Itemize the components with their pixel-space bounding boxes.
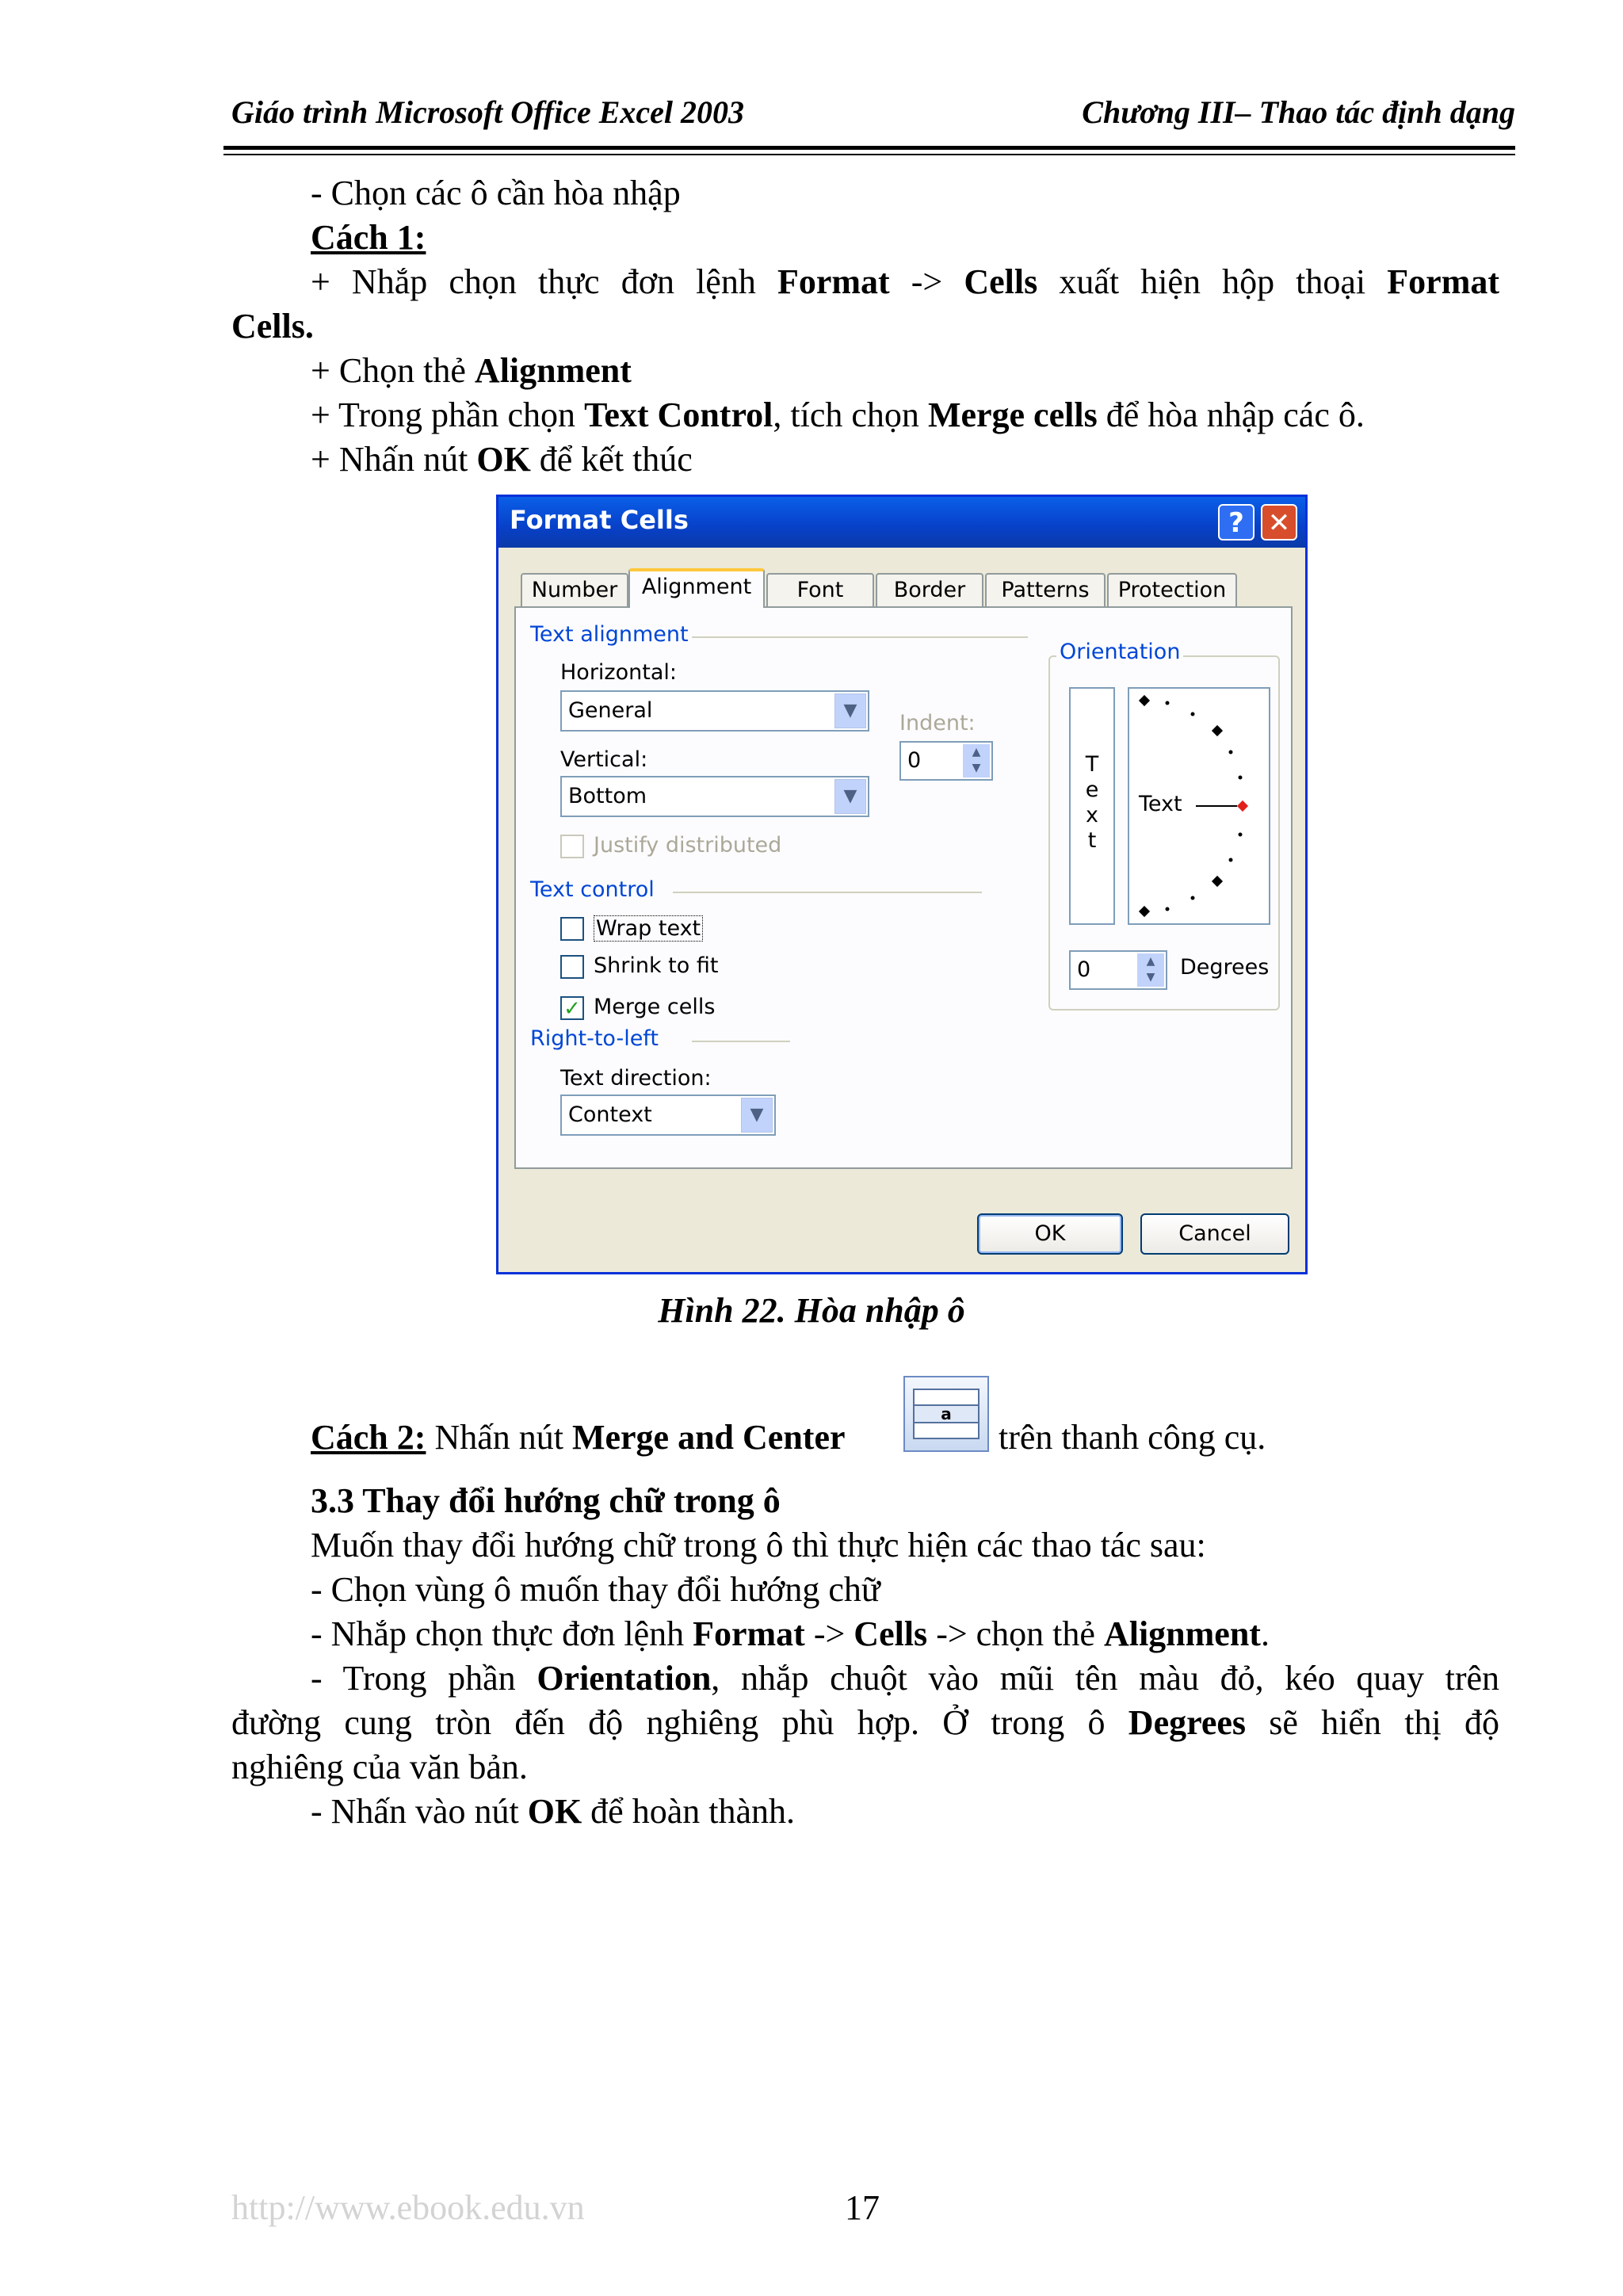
step-select-range: - Chọn vùng ô muốn thay đổi hướng chữ [311,1570,880,1609]
tab-border[interactable]: Border [876,573,983,606]
method-2-line [311,1415,846,1459]
step-open-format-cells [311,1612,1270,1656]
bold-run: Cells. [231,307,314,346]
instruction-merge-cells [311,393,1365,437]
text-run: để hoàn thành. [582,1792,795,1831]
text-run: -> [889,262,964,301]
indent-value: 0 [907,748,922,773]
merge-cell-letter: a [915,1404,978,1423]
dial-text-label: Text [1139,792,1182,816]
step-orientation-end: nghiêng của văn bản. [231,1748,528,1786]
text-run: để hòa nhập các ô. [1097,395,1365,434]
spinner-arrows-icon[interactable]: ▲ ▼ [963,744,990,777]
degrees-label: Degrees [1180,955,1270,980]
justify-distributed-label: Justify distributed [594,833,782,858]
indent-label: Indent: [899,711,976,735]
orientation-group [1048,640,1280,1010]
text-run: Nhấn nút [426,1418,572,1457]
tab-font[interactable]: Font [766,573,874,606]
bold-run: Orientation [537,1659,712,1698]
horizontal-label: Horizontal: [560,660,677,685]
bold-run: Format [693,1614,805,1653]
merge-cells-checkbox[interactable]: ✓ [560,996,584,1020]
instruction-press-ok [311,437,693,481]
step-press-ok [311,1790,795,1833]
format-cells-dialog [496,495,1308,1274]
degrees-value: 0 [1077,957,1091,982]
text-run: - Nhắp chọn thực đơn lệnh [311,1614,693,1653]
footer-url: http://www.ebook.edu.vn [231,2188,585,2227]
text-run: + Nhắp chọn thực đơn lệnh [311,262,777,301]
alignment-panel [514,606,1293,1169]
text-run: -> [804,1614,854,1653]
bold-run: Merge and Center [571,1418,846,1457]
wrap-text-label: Wrap text [594,915,703,942]
shrink-to-fit-checkbox[interactable] [560,955,584,979]
text-run: đường cung tròn đến độ nghiêng phù hợp. Ở trong ô [231,1703,1128,1742]
chevron-down-icon[interactable]: ▼ [834,693,866,728]
section-intro: Muốn thay đổi hướng chữ trong ô thì thực hiện các thao tác sau: [311,1526,1206,1564]
text-run: sẽ hiển thị độ [1246,1703,1499,1742]
tab-alignment[interactable]: Alignment [628,568,765,608]
page-number: 17 [845,2188,880,2227]
vertical-select[interactable] [560,776,869,817]
degrees-spinner[interactable] [1069,950,1167,990]
merge-and-center-icon [903,1376,989,1452]
step-orientation [311,1656,1499,1700]
header-rule-thin [223,154,1515,155]
text-direction-select[interactable] [560,1095,776,1136]
text-run: + Trong phần chọn [311,395,585,434]
bold-run: OK [527,1792,582,1831]
method-1-label [311,216,426,259]
text-run: , tích chọn [773,395,928,434]
text-run: - Trong phần [311,1659,537,1698]
text-run: -> chọn thẻ [927,1614,1104,1653]
text-direction-value: Context [568,1102,652,1127]
close-button[interactable]: ✕ [1261,504,1297,541]
bold-run: Alignment [1103,1614,1261,1653]
vertical-value: Bottom [568,784,647,808]
section-heading: 3.3 Thay đổi hướng chữ trong ô [311,1481,781,1520]
letter: x [1086,803,1098,827]
figure-caption: Hình 22. Hòa nhập ô [658,1291,965,1330]
instruction-format-cells [311,260,1499,304]
ok-button[interactable]: OK [977,1213,1123,1255]
instruction-select-cells: - Chọn các ô cần hòa nhập [311,174,681,212]
wrap-text-checkbox[interactable] [560,917,584,941]
bold-run: Degrees [1128,1703,1247,1742]
bold-run: Alignment [474,351,632,390]
group-divider [673,892,982,893]
step-orientation-cont [231,1701,1499,1744]
header-rule [223,146,1515,150]
page-header [231,94,1515,131]
bold-run: OK [476,440,531,479]
tab-patterns[interactable]: Patterns [985,573,1106,606]
horizontal-select[interactable] [560,690,869,732]
right-to-left-heading: Right-to-left [530,1026,659,1051]
text-run: . [1260,1614,1270,1653]
text-run: - Nhấn vào nút [311,1792,528,1831]
spinner-arrows-icon[interactable]: ▲ ▼ [1137,953,1164,987]
header-chapter-title: Chương III– Thao tác định dạng [1082,94,1515,130]
merge-grid-icon [913,1389,980,1439]
help-button[interactable]: ? [1218,504,1254,541]
letter: e [1085,777,1099,802]
instruction-alignment-tab [311,349,632,392]
tab-protection[interactable]: Protection [1107,573,1237,606]
vertical-text-option[interactable] [1069,687,1115,925]
group-divider [692,636,1028,638]
header-book-title: Giáo trình Microsoft Office Excel 2003 [231,94,745,130]
bold-run: Cells [854,1614,928,1653]
text-run: để kết thúc [530,440,693,479]
method-1-heading: Cách 1: [311,218,426,257]
bold-run: Format [777,262,890,301]
chevron-down-icon[interactable]: ▼ [834,779,866,814]
bold-run: Format [1387,262,1499,301]
text-direction-label: Text direction: [560,1066,712,1091]
orientation-heading: Orientation [1056,640,1183,664]
method-2-line-end: trên thanh công cụ. [999,1418,1266,1457]
letter: t [1087,828,1097,853]
text-control-heading: Text control [530,877,655,902]
shrink-to-fit-label: Shrink to fit [594,953,719,978]
method-2-heading: Cách 2: [311,1418,426,1457]
orientation-dial[interactable] [1128,687,1270,925]
bold-run: Merge cells [927,395,1098,434]
dialog-title: Format Cells [510,505,689,535]
instruction-format-cells-cont [231,304,1499,348]
indent-spinner[interactable] [899,741,993,781]
horizontal-value: General [568,698,653,723]
vertical-text-letters [1071,752,1113,854]
merge-cells-label: Merge cells [594,995,716,1019]
text-run: , nhắp chuột vào mũi tên màu đỏ, kéo quay trên [711,1659,1499,1698]
text-run: + Nhấn nút [311,440,477,479]
bold-run: Text Control [584,395,773,434]
dialog-titlebar[interactable] [498,497,1305,548]
tab-number[interactable]: Number [521,573,628,606]
chevron-down-icon[interactable]: ▼ [741,1098,773,1133]
group-divider [692,1041,790,1042]
cancel-button[interactable]: Cancel [1140,1213,1289,1255]
vertical-label: Vertical: [560,747,648,772]
text-run: + Chọn thẻ [311,351,475,390]
bold-run: Cells [964,262,1038,301]
text-run: xuất hiện hộp thoại [1037,262,1388,301]
text-alignment-heading: Text alignment [530,622,689,647]
letter: T [1085,752,1099,777]
justify-distributed-checkbox[interactable] [560,835,584,858]
